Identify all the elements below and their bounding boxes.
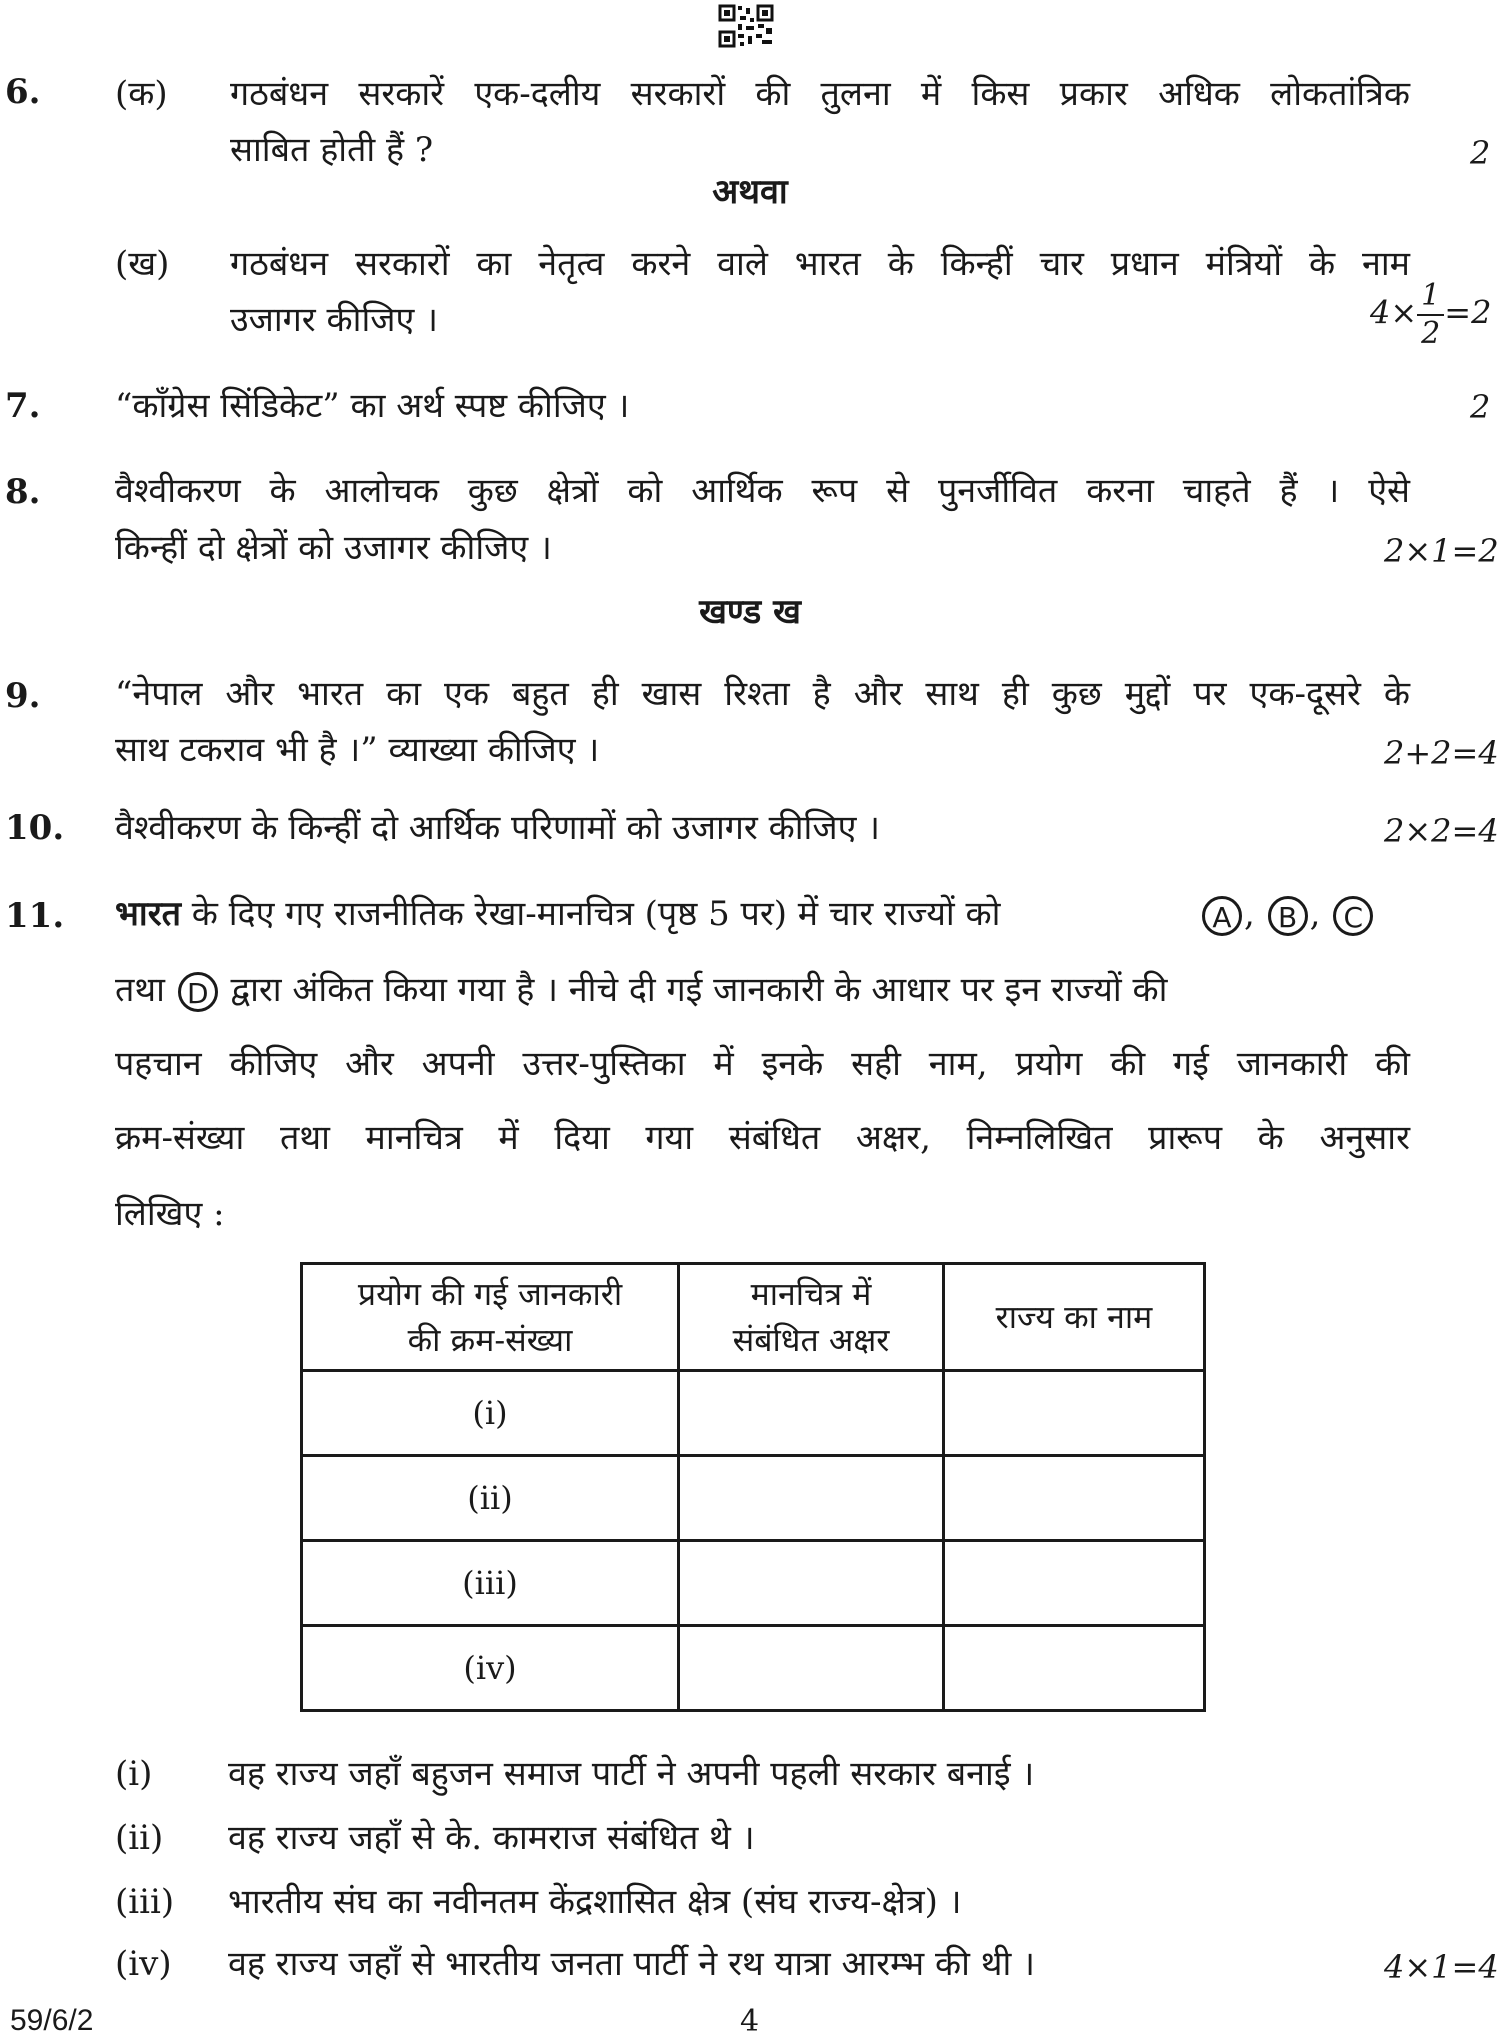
question-text: किन्हीं दो क्षेत्रों को उजागर कीजिए । (115, 528, 552, 568)
marker-b: B (1268, 896, 1308, 936)
section-heading: खण्ड ख (699, 592, 801, 632)
header-text: की क्रम-संख्या (407, 1321, 573, 1359)
header-text: मानचित्र में (750, 1275, 872, 1313)
question-text: क्रम-संख्या तथा मानचित्र में दिया गया संबंधित अक्षर, निम्नलिखित प्रारूप के अनुसार (115, 1118, 1410, 1158)
marker-d: D (178, 972, 218, 1012)
question-text: उजागर कीजिए । (230, 300, 438, 340)
table-cell-empty (944, 1456, 1205, 1541)
question-text-segment: द्वारा अंकित किया गया है । नीचे दी गई जानकारी के आधार पर इन राज्यों की (230, 970, 1168, 1010)
table-cell: (ii) (302, 1456, 679, 1541)
question-number: 7. (5, 386, 41, 426)
table-row (302, 1456, 1205, 1541)
table-cell: (iv) (302, 1626, 679, 1711)
or-separator: अथवा (712, 172, 788, 212)
list-item-label: (iv) (115, 1944, 172, 1984)
table-cell-empty (944, 1626, 1205, 1711)
table-cell-empty (679, 1626, 944, 1711)
list-item-label: (iii) (115, 1882, 175, 1922)
question-text-segment: के दिए गए राजनीतिक रेखा-मानचित्र (पृष्ठ 5 पर) में चार राज्यों को (181, 894, 1001, 934)
question-number: 10. (5, 808, 65, 848)
fraction (1417, 278, 1444, 352)
fraction-numerator: 1 (1417, 278, 1444, 316)
table-header-row (302, 1264, 1205, 1371)
marks: 2×2=4 (1384, 812, 1499, 850)
option-label: (ख) (115, 244, 170, 284)
question-text-segment: तथा (115, 970, 165, 1010)
table-cell-empty (679, 1456, 944, 1541)
question-text: वैश्वीकरण के आलोचक कुछ क्षेत्रों को आर्थिक रूप से पुनर्जीवित करना चाहते हैं । ऐसे (115, 471, 1410, 511)
question-text: वैश्वीकरण के किन्हीं दो आर्थिक परिणामों को उजागर कीजिए । (115, 808, 881, 848)
question-text: “काँग्रेस सिंडिकेट” का अर्थ स्पष्ट कीजिए । (115, 386, 630, 426)
question-text (115, 962, 1410, 1018)
state-markers (1200, 886, 1375, 942)
marks: 2+2=4 (1384, 734, 1499, 772)
table-cell-empty (679, 1541, 944, 1626)
marks: 2 (1470, 134, 1491, 172)
list-item-label: (ii) (115, 1818, 164, 1858)
header-text: राज्य का नाम (995, 1298, 1153, 1336)
header-text: संबंधित अक्षर (732, 1321, 890, 1359)
list-item: भारतीय संघ का नवीनतम केंद्रशासित क्षेत्र (संघ राज्य-क्षेत्र) । (228, 1882, 962, 1922)
question-text: लिखिए : (115, 1194, 225, 1234)
table-cell-empty (944, 1371, 1205, 1456)
question-number: 8. (5, 472, 41, 512)
marks: 4×1=4 (1384, 1948, 1499, 1986)
comma: , (1309, 894, 1321, 934)
question-text: “नेपाल और भारत का एक बहुत ही खास रिश्ता है और साथ ही कुछ मुद्दों पर एक-दूसरे के (115, 674, 1410, 714)
question-number: 11. (5, 896, 65, 936)
marks-prefix: 4× (1370, 293, 1418, 332)
fraction-denominator: 2 (1421, 316, 1441, 351)
marks-suffix: =2 (1444, 293, 1492, 332)
question-text: गठबंधन सरकारें एक-दलीय सरकारों की तुलना में किस प्रकार अधिक लोकतांत्रिक (230, 74, 1410, 114)
table-cell-empty (679, 1371, 944, 1456)
marker-c: C (1333, 896, 1373, 936)
marks: 2×1=2 (1384, 532, 1499, 570)
table-row (302, 1626, 1205, 1711)
table-cell-empty (944, 1541, 1205, 1626)
header-text: प्रयोग की गई जानकारी (357, 1275, 623, 1313)
question-number: 6. (5, 72, 41, 112)
question-number: 9. (5, 676, 41, 716)
table-row (302, 1371, 1205, 1456)
page-number: 4 (740, 2004, 760, 2039)
question-text: पहचान कीजिए और अपनी उत्तर-पुस्तिका में इनके सही नाम, प्रयोग की गई जानकारी की (115, 1044, 1410, 1084)
list-item: वह राज्य जहाँ बहुजन समाज पार्टी ने अपनी पहली सरकार बनाई । (228, 1754, 1035, 1794)
table-header-cell (944, 1264, 1205, 1371)
list-item-label: (i) (115, 1754, 153, 1794)
list-item: वह राज्य जहाँ से भारतीय जनता पार्टी ने रथ यात्रा आरम्भ की थी । (228, 1944, 1035, 1984)
marks: 2 (1470, 388, 1491, 426)
table-row (302, 1541, 1205, 1626)
table-header-cell (679, 1264, 944, 1371)
table-cell: (i) (302, 1371, 679, 1456)
option-label: (क) (115, 74, 168, 114)
marker-a: A (1202, 896, 1242, 936)
question-text: गठबंधन सरकारों का नेतृत्व करने वाले भारत के किन्हीं चार प्रधान मंत्रियों के नाम (230, 244, 1410, 284)
question-text: साथ टकराव भी है ।” व्याख्या कीजिए । (115, 730, 600, 770)
marks (1370, 278, 1491, 352)
emphasis-text: भारत (115, 894, 181, 934)
list-item: वह राज्य जहाँ से के. कामराज संबंधित थे । (228, 1818, 755, 1858)
qr-code-icon (718, 4, 774, 48)
comma: , (1244, 894, 1255, 934)
table-header-cell (302, 1264, 679, 1371)
answer-format-table (300, 1262, 1206, 1712)
table-cell: (iii) (302, 1541, 679, 1626)
question-text: साबित होती हैं ? (230, 130, 434, 170)
paper-code: 59/6/2 (10, 2004, 94, 2037)
